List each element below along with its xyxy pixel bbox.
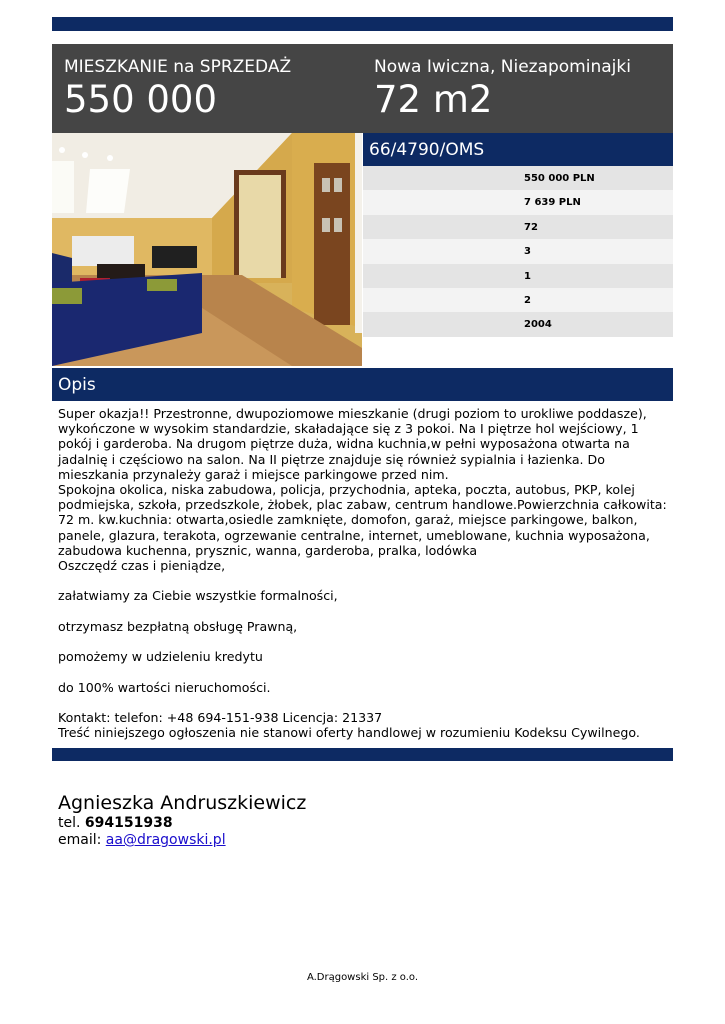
param-value: 550 000 PLN [524,173,595,184]
param-value: 3 [524,246,531,258]
contact-line: Kontakt: telefon: +48 694-151-938 Licencja: 21337 [58,710,383,726]
description-paragraph: Oszczędź czas i pieniądze, [58,558,226,574]
email-label: email: [58,832,102,848]
description-spacer [58,695,670,710]
area: 72 m2 [374,78,493,121]
description-paragraph: pomożemy w udzieleniu kredytu [58,649,263,665]
parameters-table [363,166,673,337]
legal-disclaimer: Treść niniejszego ogłoszenia nie stanowi oferty handlowej w rozumieniu Kodeksu Cywilnego. [58,725,640,741]
description-paragraph: do 100% wartości nieruchomości. [58,679,271,695]
param-value: 7 639 PLN [524,197,581,209]
param-value: 72 [524,221,538,233]
description-paragraph: otrzymasz bezpłatną obsługę Prawną, [58,618,298,634]
top-accent-bar [52,17,673,31]
bottom-accent-bar [52,748,673,761]
description-spacer [58,664,670,679]
offer-reference: 66/4790/OMS [369,140,485,160]
param-value: 1 [524,270,531,282]
param-row [363,312,673,336]
param-row [363,288,673,312]
param-row [363,264,673,288]
price: 550 000 [64,78,218,121]
listing-header [52,44,673,133]
property-type: MIESZKANIE na SPRZEDAŻ [64,57,292,77]
description-spacer [58,634,670,649]
description-heading-bar [52,368,673,401]
param-row [363,239,673,263]
agent-phone: 694151938 [84,815,173,831]
description-paragraph: Super okazja!! Przestronne, dwupoziomowe mieszkanie (drugi poziom to urokliwe poddasze), wykończone w wysokim standardzie, skaładające się z 3 pokoi. Na I piętrze hol wejściowy, 1 pokój i garderoba. Na drugom piętrze duża, widna kuchnia,w pełni wyposażona otwarta na jadalnię i częściowo na salon. Na II piętrze znajduje się również sypialnia i łazienka. Do mieszkania przynależy garaż i miejsce parkingowe przed nim. [58,406,647,482]
description-spacer [58,604,670,619]
description-paragraph: załatwiamy za Ciebie wszystkie formalności, [58,588,338,604]
agent-name: Agnieszka Andruszkiewicz [58,792,307,814]
description-spacer [58,573,670,588]
param-row [363,190,673,214]
agent-contact [58,791,306,849]
header-right [374,56,631,122]
description-body [58,406,670,740]
agent-email-line [58,832,306,849]
param-value: 2004 [524,319,552,331]
company-footer: A.Drągowski Sp. z o.o. [306,972,419,983]
agent-phone-line [58,815,306,832]
agent-email-link[interactable]: aa@dragowski.pl [105,832,226,848]
description-paragraph: Spokojna okolica, niska zabudowa, policja, przychodnia, apteka, poczta, autobus, PKP, kolej podmiejska, szkoła, przedszkole, żłobek, plac zabaw, centrum handlowe.Powierzchnia całkowita: 72 m. kw.kuchnia: otwarta,osiedle zamknięte, domofon, garaż, miejsce parkingowe, balkon, panele, glazura, terakota, ogrzewanie centralne, internet, umeblowane, kuchnia wyposażona, zabudowa kuchenna, prysznic, wanna, garderoba, pralka, lodówka [58,482,667,558]
param-row [363,166,673,190]
location: Nowa Iwiczna, Niezapominajki [374,57,631,77]
offer-reference-bar [363,133,673,166]
phone-label: tel. [58,815,81,831]
param-value: 2 [524,294,531,306]
param-row [363,215,673,239]
description-heading: Opis [58,375,96,395]
property-photo [52,133,362,366]
header-left [64,56,291,122]
